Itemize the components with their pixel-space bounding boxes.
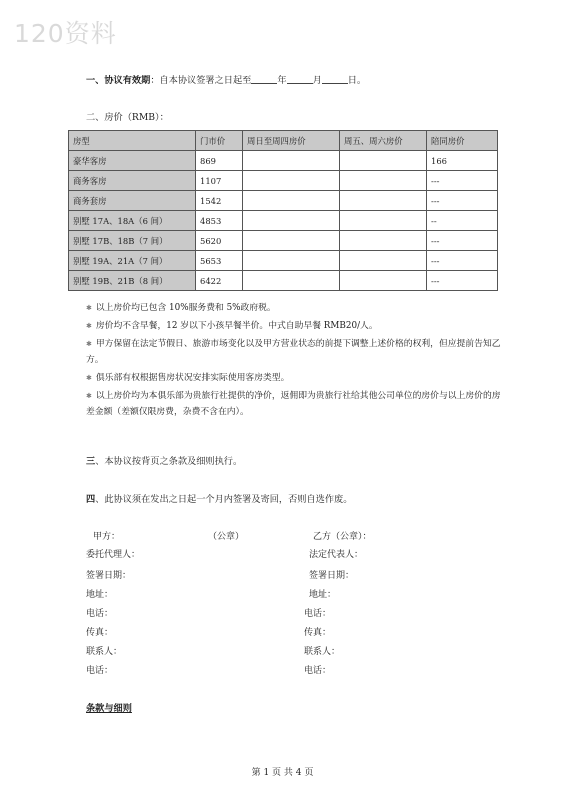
bullet-icon: ✱ (86, 322, 92, 330)
cell: 别墅 19B、21B（8 间） (69, 271, 196, 291)
list-item: ✱ 以上房价均为本俱乐部为贵旅行社提供的净价，返佣即为贵旅行社给其他公司单位的房价与以上房价的房差金额（差额仅限房费，杂费不含在内）。 (86, 391, 501, 417)
cell: --- (427, 171, 498, 191)
year-text: 年 (277, 75, 287, 86)
party-b-label: 乙方（公章）： (313, 532, 372, 542)
cell[interactable] (340, 231, 427, 251)
cell[interactable] (243, 191, 340, 211)
cell[interactable] (243, 231, 340, 251)
table-row (69, 251, 498, 271)
table-row (69, 191, 498, 211)
party-b-fax: 传真： (304, 628, 332, 638)
col-weekday-rate: 周日至周四房价 (243, 131, 340, 151)
notes-list (86, 300, 501, 422)
validity-line (86, 73, 366, 87)
cell: 别墅 19A、21A（7 间） (69, 251, 196, 271)
month-text: 月 (312, 75, 322, 86)
party-a-contact: 联系人： (86, 647, 123, 657)
cell: 1542 (196, 191, 243, 211)
clause-4: 四、此协议须在发出之日起一个月内签署及寄回，否则自选作废。 (86, 494, 353, 505)
party-a-agent: 委托代理人： (86, 550, 141, 560)
cell: -- (427, 211, 498, 231)
cell: --- (427, 231, 498, 251)
year-blank[interactable] (251, 73, 277, 84)
col-weekend-rate: 周五、周六房价 (340, 131, 427, 151)
table-header-row (69, 131, 498, 151)
cell: --- (427, 271, 498, 291)
col-rack-rate: 门市价 (196, 131, 243, 151)
party-b-date: 签署日期： (309, 571, 355, 581)
bullet-icon: ✱ (86, 340, 92, 348)
cell[interactable] (340, 211, 427, 231)
table-row (69, 171, 498, 191)
month-blank[interactable] (287, 73, 313, 84)
day-text: 日。 (347, 75, 367, 86)
party-a-address: 地址： (86, 590, 114, 600)
cell: 商务套房 (69, 191, 196, 211)
cell[interactable] (243, 251, 340, 271)
table-row (69, 271, 498, 291)
col-escort-rate: 陪同房价 (427, 131, 498, 151)
cell: 4853 (196, 211, 243, 231)
price-section-title: 二、房价（RMB）： (86, 112, 169, 123)
table-row (69, 151, 498, 171)
cell: 166 (427, 151, 498, 171)
party-b-phone2: 电话： (304, 666, 332, 676)
list-item: ✱ 俱乐部有权根据售房状况安排实际使用客房类型。 (86, 373, 290, 383)
party-b-phone: 电话： (304, 609, 332, 619)
cell[interactable] (340, 171, 427, 191)
bullet-icon: ✱ (86, 374, 92, 382)
table-row (69, 211, 498, 231)
list-item: ✱ 甲方保留在法定节假日、旅游市场变化以及甲方营业状态的前提下调整上述价格的权利，但应提前告知乙方。 (86, 339, 501, 365)
cell[interactable] (243, 151, 340, 171)
cell[interactable] (340, 271, 427, 291)
cell[interactable] (243, 271, 340, 291)
col-room-type: 房型 (69, 131, 196, 151)
cell: 5653 (196, 251, 243, 271)
clause-3: 三、本协议按背页之条款及细则执行。 (86, 456, 243, 467)
cell: 869 (196, 151, 243, 171)
party-a-date: 签署日期： (86, 571, 132, 581)
list-item: ✱ 以上房价均已包含 10%服务费和 5%政府税。 (86, 303, 276, 313)
cell[interactable] (340, 151, 427, 171)
page-footer: 第 1 页 共 4 页 (251, 768, 314, 778)
bullet-icon: ✱ (86, 392, 92, 400)
cell[interactable] (340, 251, 427, 271)
table-row (69, 231, 498, 251)
cell[interactable] (243, 171, 340, 191)
party-b-address: 地址： (309, 590, 337, 600)
cell: 别墅 17A、18A（6 间） (69, 211, 196, 231)
party-b-contact: 联系人： (304, 647, 341, 657)
party-a-seal: （公章） (208, 532, 245, 542)
party-a-label: 甲方： (93, 532, 121, 542)
cell[interactable] (243, 211, 340, 231)
cell: 别墅 17B、18B（7 间） (69, 231, 196, 251)
validity-label: 一、协议有效期 (86, 75, 151, 86)
day-blank[interactable] (322, 73, 348, 84)
validity-text: ：自本协议签署之日起至 (150, 75, 252, 86)
watermark: 120资料 (14, 19, 117, 48)
cell: --- (427, 251, 498, 271)
party-a-fax: 传真： (86, 628, 114, 638)
terms-title: 条款与细则 (86, 703, 132, 714)
party-a-phone: 电话： (86, 609, 114, 619)
party-b-legal-rep: 法定代表人： (309, 550, 364, 560)
cell: 6422 (196, 271, 243, 291)
price-table (68, 130, 498, 291)
cell: 豪华客房 (69, 151, 196, 171)
list-item: ✱ 房价均不含早餐，12 岁以下小孩早餐半价。中式自助早餐 RMB20/人。 (86, 321, 378, 331)
party-a-phone2: 电话： (86, 666, 114, 676)
cell[interactable] (340, 191, 427, 211)
cell: 1107 (196, 171, 243, 191)
cell: --- (427, 191, 498, 211)
cell: 商务客房 (69, 171, 196, 191)
cell: 5620 (196, 231, 243, 251)
bullet-icon: ✱ (86, 304, 92, 312)
